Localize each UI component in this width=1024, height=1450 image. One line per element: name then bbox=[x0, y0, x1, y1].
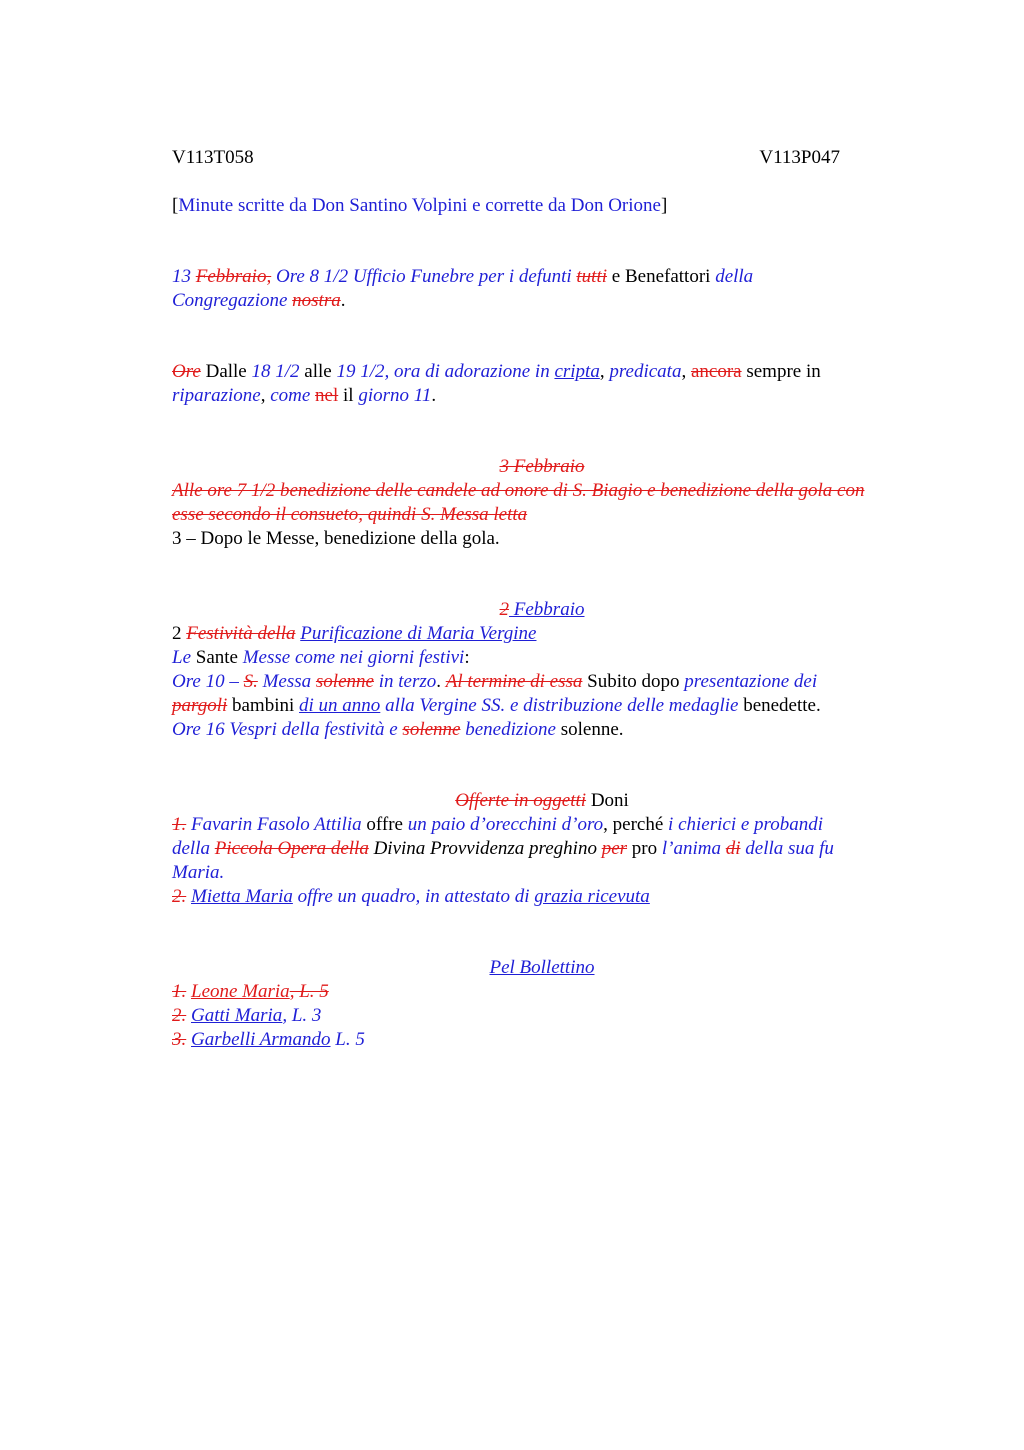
paragraph-line bbox=[172, 622, 912, 646]
text-inserted: Ore 8 1/2 Ufficio Funebre per i defunti bbox=[271, 266, 577, 287]
text-original: : bbox=[464, 647, 470, 668]
section-heading bbox=[172, 598, 912, 622]
text-original: , bbox=[681, 361, 691, 382]
text-original: . bbox=[340, 290, 346, 311]
paragraph-line bbox=[172, 885, 912, 909]
document-page bbox=[172, 146, 912, 1052]
text-deleted: solenne bbox=[315, 671, 374, 692]
text-deleted: Festività della bbox=[186, 623, 296, 644]
text-deleted: ancora bbox=[690, 361, 742, 382]
text-inserted: in terzo bbox=[373, 671, 437, 692]
paragraph-line bbox=[172, 479, 912, 503]
text-original: Dalle bbox=[200, 361, 252, 382]
text-inserted-underlined: grazia ricevuta bbox=[534, 886, 650, 907]
paragraph-line bbox=[172, 646, 912, 670]
text-deleted: , L. 5 bbox=[289, 981, 329, 1002]
text-inserted: offre un quadro, in attestato di bbox=[292, 886, 535, 907]
header-line bbox=[172, 146, 840, 170]
text-deleted: di bbox=[725, 838, 741, 859]
text-deleted: nel bbox=[315, 385, 339, 406]
paragraph-line bbox=[172, 670, 912, 694]
text-deleted: per bbox=[601, 838, 628, 859]
text-inserted: Congregazione bbox=[172, 290, 293, 311]
text-deleted: 1. bbox=[172, 814, 187, 835]
editorial-note bbox=[172, 194, 912, 218]
document-code-right: V113P047 bbox=[759, 147, 840, 168]
text-original: Subito dopo bbox=[582, 671, 685, 692]
text-original: sempre in bbox=[741, 361, 821, 382]
text-inserted: Messa bbox=[257, 671, 316, 692]
text-deleted: esse secondo il consueto, quindi S. Messa letta bbox=[172, 504, 528, 525]
text-inserted: L. 5 bbox=[330, 1029, 365, 1050]
list-item bbox=[172, 1004, 912, 1028]
text-deleted: Al termine di essa bbox=[445, 671, 583, 692]
text-deleted: solenne bbox=[402, 719, 461, 740]
text-inserted: predicata bbox=[609, 361, 682, 382]
text-inserted: riparazione bbox=[172, 385, 261, 406]
text-inserted: i chierici e probandi bbox=[668, 814, 824, 835]
paragraph-line bbox=[172, 694, 912, 718]
text-deleted: Leone Maria bbox=[191, 981, 290, 1002]
paragraph-line bbox=[172, 265, 912, 289]
text-inserted: Messe come nei giorni festivi bbox=[242, 647, 465, 668]
text-inserted: alla Vergine SS. e distribuzione delle medaglie bbox=[385, 695, 739, 716]
text-inserted: giorno 11 bbox=[358, 385, 432, 406]
text-original: offre bbox=[361, 814, 408, 835]
text-inserted: 13 bbox=[172, 266, 196, 287]
list-item bbox=[172, 980, 912, 1004]
text-deleted: 2. bbox=[172, 886, 187, 907]
text-inserted: Maria. bbox=[172, 862, 225, 883]
text-inserted-underlined: Gatti Maria bbox=[191, 1005, 283, 1026]
paragraph-offerings bbox=[172, 789, 912, 909]
text-deleted: nostra bbox=[292, 290, 341, 311]
paragraph-funeral bbox=[172, 265, 912, 313]
text-original: il bbox=[338, 385, 359, 406]
note-bracket-close: ] bbox=[660, 195, 668, 216]
paragraph-line bbox=[172, 813, 912, 837]
paragraph-line bbox=[172, 527, 912, 551]
text-original: , bbox=[599, 361, 610, 382]
note-text: Minute scritte da Don Santino Volpini e corrette da Don Orione bbox=[178, 195, 661, 216]
text-original: Sante bbox=[191, 647, 243, 668]
text-deleted: pargoli bbox=[172, 695, 228, 716]
text-deleted: 3. bbox=[172, 1029, 187, 1050]
text-original-italic: Divina Provvidenza preghino bbox=[368, 838, 602, 859]
text-inserted: della bbox=[172, 838, 215, 859]
text-original: , bbox=[260, 385, 271, 406]
text-original: . bbox=[436, 671, 446, 692]
text-inserted-underlined: Mietta Maria bbox=[191, 886, 293, 907]
paragraph-line bbox=[172, 384, 912, 408]
text-inserted-underlined: di un anno bbox=[299, 695, 381, 716]
text-original: e Benefattori bbox=[607, 266, 716, 287]
text-inserted: Le bbox=[172, 647, 191, 668]
section-heading bbox=[172, 956, 912, 980]
text-inserted-underlined: Febbraio bbox=[509, 599, 585, 620]
text-deleted: Alle ore 7 1/2 benedizione delle candele ad onore di S. Biagio e benedizione della gola con bbox=[172, 480, 865, 501]
text-original: pro bbox=[627, 838, 662, 859]
text-original: benedette. bbox=[738, 695, 821, 716]
note-bracket-open: [ bbox=[172, 195, 179, 216]
text-deleted: Piccola Opera della bbox=[214, 838, 369, 859]
paragraph-bulletin bbox=[172, 956, 912, 1052]
text-inserted: Ore 16 Vespri della festività e bbox=[172, 719, 403, 740]
text-inserted: 19 1/2, ora di adorazione in bbox=[336, 361, 555, 382]
paragraph-adoration bbox=[172, 360, 912, 408]
text-deleted: Ore bbox=[172, 361, 201, 382]
text-deleted: 1. bbox=[172, 981, 187, 1002]
text-inserted: Ore 10 – bbox=[172, 671, 244, 692]
list-item bbox=[172, 1028, 912, 1052]
text-inserted-underlined: Purificazione di Maria Vergine bbox=[300, 623, 537, 644]
text-deleted: 2. bbox=[172, 1005, 187, 1026]
text-deleted: Offerte in oggetti bbox=[455, 790, 587, 811]
text-original: 2 bbox=[172, 623, 187, 644]
text-inserted-underlined: Garbelli Armando bbox=[191, 1029, 331, 1050]
text-original: 3 – Dopo le Messe, benedizione della gola. bbox=[172, 528, 500, 549]
text-inserted-underlined: Pel Bollettino bbox=[489, 957, 595, 978]
text-original: alle bbox=[299, 361, 337, 382]
text-original: Doni bbox=[586, 790, 629, 811]
text-inserted: presentazione dei bbox=[684, 671, 818, 692]
paragraph-line bbox=[172, 289, 912, 313]
text-inserted: l’anima bbox=[661, 838, 726, 859]
text-inserted: della bbox=[715, 266, 754, 287]
text-inserted: un paio d’orecchini d’oro bbox=[407, 814, 604, 835]
paragraph-line bbox=[172, 360, 912, 384]
text-original: , perché bbox=[603, 814, 669, 835]
text-deleted: 3 Febbraio bbox=[499, 456, 585, 477]
paragraph-line bbox=[172, 861, 912, 885]
text-inserted-underlined: cripta bbox=[554, 361, 600, 382]
paragraph-line bbox=[172, 718, 912, 742]
text-inserted: della sua fu bbox=[740, 838, 834, 859]
paragraph-line bbox=[172, 503, 912, 527]
section-heading bbox=[172, 789, 912, 813]
text-deleted: 2 bbox=[499, 599, 510, 620]
text-inserted: come bbox=[270, 385, 316, 406]
text-deleted: tutti bbox=[576, 266, 608, 287]
paragraph-feb-3 bbox=[172, 455, 912, 551]
text-inserted: Favarin Fasolo Attilia bbox=[191, 814, 362, 835]
paragraph-line bbox=[172, 837, 912, 861]
text-deleted: S. bbox=[243, 671, 258, 692]
document-code-left: V113T058 bbox=[172, 147, 254, 168]
text-original: solenne. bbox=[555, 719, 624, 740]
text-inserted: benedizione bbox=[460, 719, 556, 740]
text-deleted: Febbraio, bbox=[195, 266, 272, 287]
paragraph-feb-2 bbox=[172, 598, 912, 742]
text-original: . bbox=[431, 385, 437, 406]
text-inserted: 18 1/2 bbox=[251, 361, 300, 382]
text-inserted: , L. 3 bbox=[282, 1005, 322, 1026]
text-original: bambini bbox=[227, 695, 300, 716]
section-heading bbox=[172, 455, 912, 479]
